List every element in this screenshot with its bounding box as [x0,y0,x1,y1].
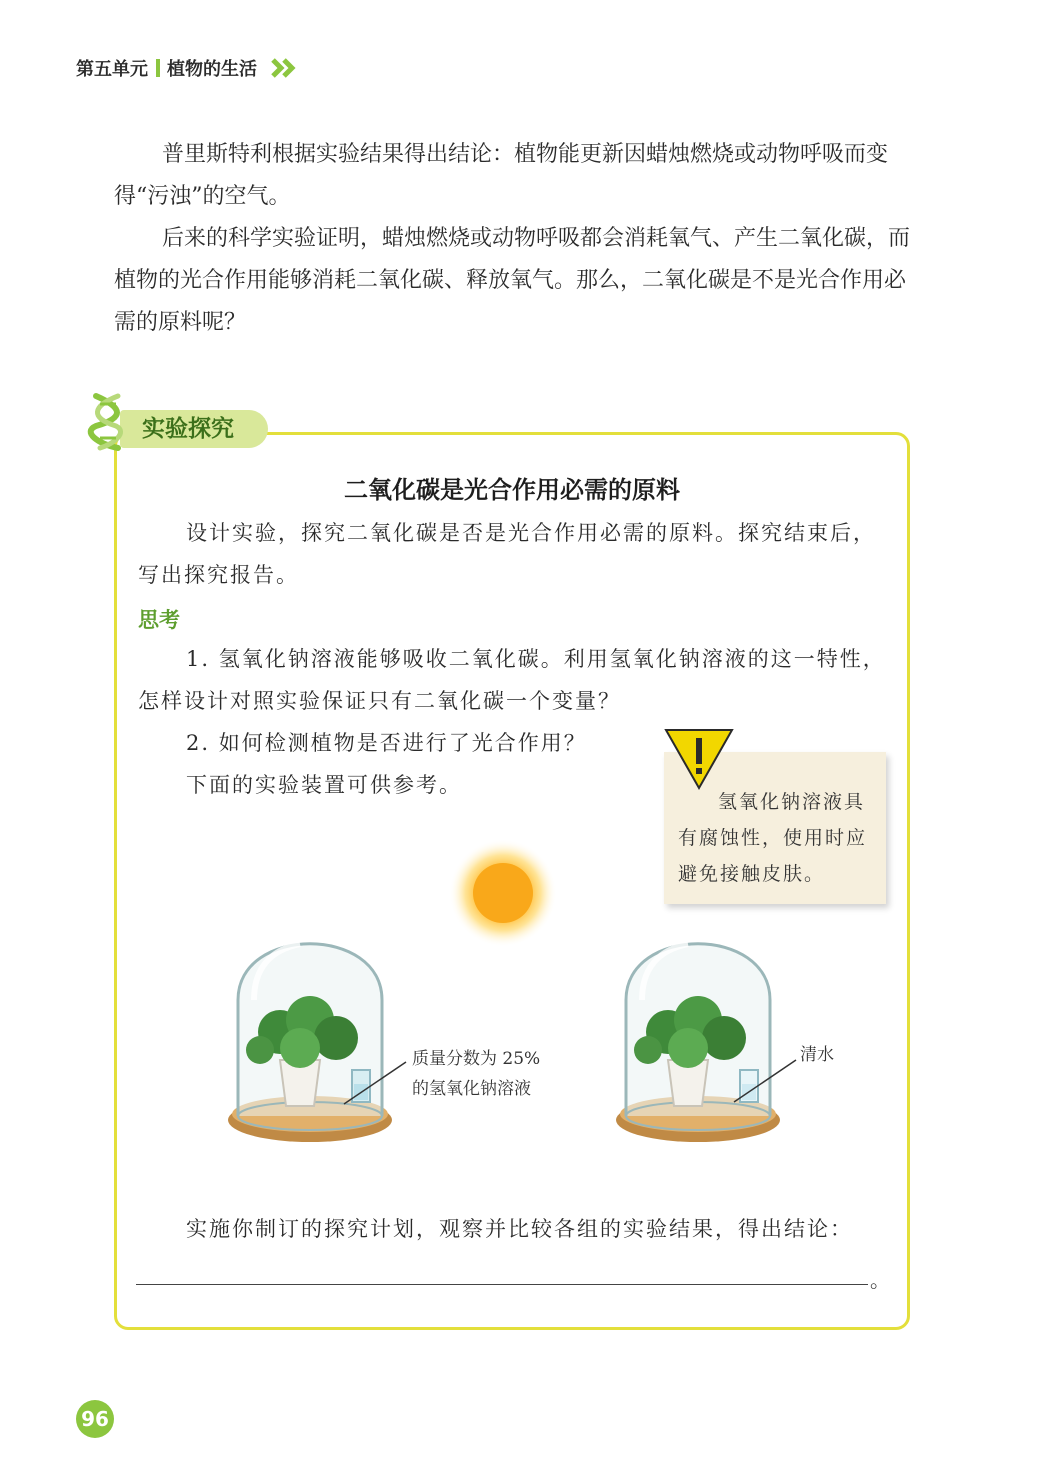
reference-note: 下面的实验装置可供参考。 [186,773,462,797]
unit-label: 第五单元 [76,59,148,80]
question-1: 1. 氢氧化钠溶液能够吸收二氧化碳。利用氢氧化钠溶液的这一特性，怎样设计对照实验保证只有二氧化碳一个变量？ [138,647,886,713]
running-header [76,54,297,82]
think-heading: 思考 [138,608,180,632]
page-number: 96 [76,1400,114,1438]
label-right: 清水 [800,1045,834,1065]
label-left-leader [340,1060,410,1110]
sun-icon [448,838,558,948]
header-divider [156,59,160,77]
experiment-title: 二氧化碳是光合作用必需的原料 [344,476,680,504]
question-2: 2. 如何检测植物是否进行了光合作用？ [186,731,587,755]
warning-text: 氢氧化钠溶液具有腐蚀性，使用时应避免接触皮肤。 [678,791,868,885]
experiment-intro: 设计实验，探究二氧化碳是否是光合作用必需的原料。探究结束后，写出探究报告。 [138,521,876,587]
label-left-line1: 质量分数为 25% [412,1049,541,1069]
intro-paragraph-1: 普里斯特利根据实验结果得出结论：植物能更新因蜡烛燃烧或动物呼吸而变得“污浊”的空气。 [114,142,889,209]
double-chevron-icon [271,58,297,78]
warning-icon [664,728,734,790]
label-left-line2: 的氢氧化钠溶液 [412,1079,531,1099]
answer-line[interactable] [136,1284,868,1285]
dna-icon [88,392,132,452]
intro-paragraph-2: 后来的科学实验证明，蜡烛燃烧或动物呼吸都会消耗氧气、产生二氧化碳，而植物的光合作用能够消耗二氧化碳、释放氧气。那么，二氧化碳是不是光合作用必需的原料呢？ [114,226,911,335]
label-left [412,1044,540,1104]
chapter-label: 植物的生活 [167,59,257,80]
conclusion-prompt: 实施你制订的探究计划，观察并比较各组的实验结果，得出结论： [186,1217,853,1241]
experiment-tab-label: 实验探究 [120,410,268,448]
label-right-leader [730,1058,800,1108]
answer-end-mark: 。 [870,1268,890,1292]
